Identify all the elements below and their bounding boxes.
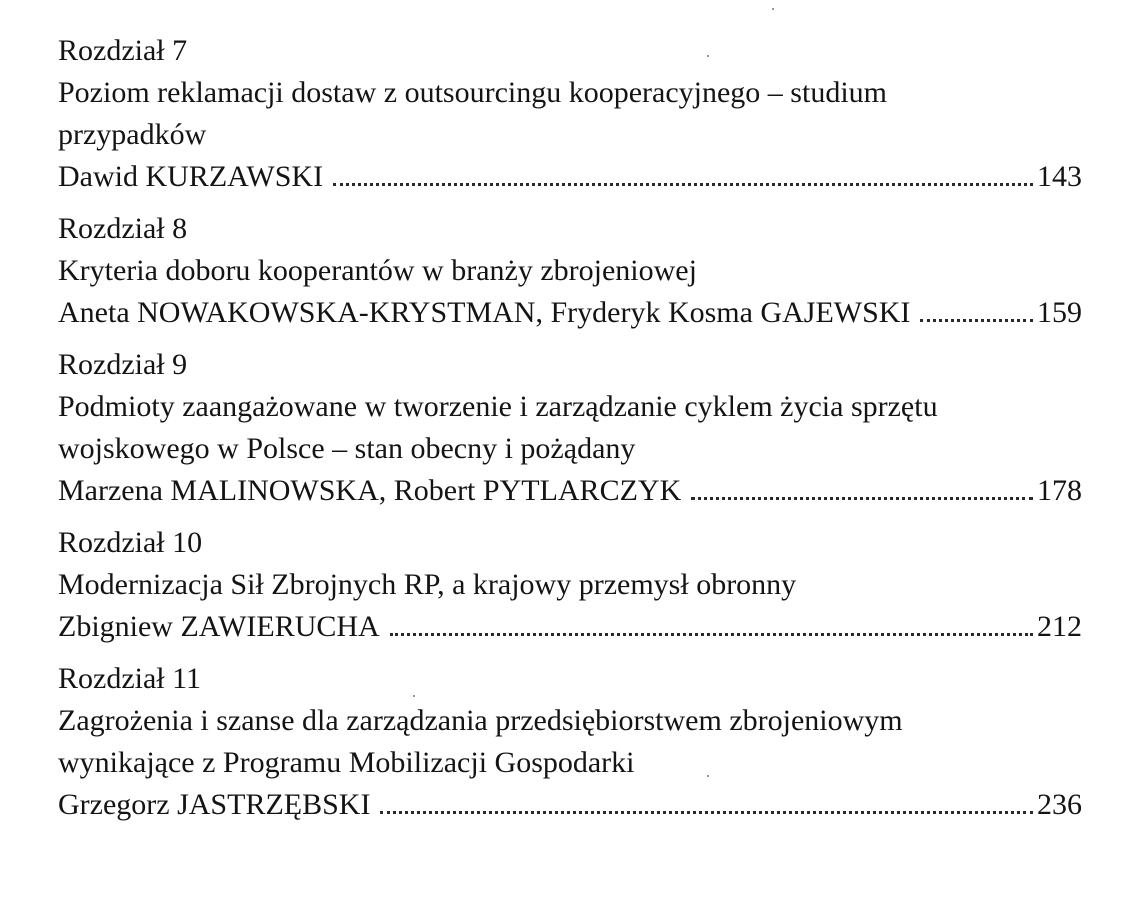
toc-entry-chapter-9: [58, 344, 1082, 512]
chapter-label: Rozdział 9: [58, 348, 188, 381]
toc-entry-chapter-10: [58, 522, 1082, 648]
chapter-title: Kryteria doboru kooperantów w branży zbrojeniowej: [58, 254, 697, 287]
chapter-title: Podmioty zaangażowane w tworzenie i zarządzanie cyklem życia sprzętu wojskowego w Polsce – stan obecny i pożądany: [58, 390, 938, 465]
chapter-authors: Marzena MALINOWSKA, Robert PYTLARCZYK: [58, 474, 682, 507]
page-number: 159: [1037, 296, 1082, 329]
toc-entry-chapter-8: [58, 208, 1082, 334]
chapter-authors: Aneta NOWAKOWSKA-KRYSTMAN, Fryderyk Kosma GAJEWSKI: [58, 296, 911, 329]
page-number: 178: [1037, 474, 1082, 507]
toc-entry-chapter-7: [58, 30, 1082, 198]
chapter-authors: Zbigniew ZAWIERUCHA: [58, 610, 380, 643]
chapter-authors: Grzegorz JASTRZĘBSKI: [58, 788, 371, 821]
author-line: [58, 156, 1082, 198]
chapter-title: Modernizacja Sił Zbrojnych RP, a krajowy przemysł obronny: [58, 568, 797, 601]
author-line: [58, 470, 1082, 512]
author-line: [58, 784, 1082, 826]
chapter-label: Rozdział 10: [58, 526, 203, 559]
dot-leader: [333, 183, 1033, 186]
author-line: [58, 292, 1082, 334]
author-line: [58, 606, 1082, 648]
dot-leader: [380, 811, 1033, 814]
chapter-title: Zagrożenia i szanse dla zarządzania przedsiębiorstwem zbrojeniowym wynikające z Programu Mobilizacji Gospodarki: [58, 704, 903, 779]
scan-speck: [413, 695, 415, 697]
page-number: 143: [1037, 160, 1082, 193]
toc-entry-chapter-11: [58, 658, 1082, 826]
chapter-title: Poziom reklamacji dostaw z outsourcingu kooperacyjnego – studium przypadków: [58, 76, 887, 151]
page-number: 212: [1037, 610, 1082, 643]
dot-leader: [390, 633, 1033, 636]
dot-leader: [920, 319, 1033, 322]
chapter-label: Rozdział 8: [58, 212, 188, 245]
chapter-label: Rozdział 11: [58, 662, 202, 695]
page-number: 236: [1037, 788, 1082, 821]
dot-leader: [691, 497, 1033, 500]
scan-speck: [707, 55, 709, 57]
chapter-label: Rozdział 7: [58, 34, 188, 67]
scan-speck: [707, 775, 709, 777]
scan-speck: [772, 8, 774, 10]
chapter-authors: Dawid KURZAWSKI: [58, 160, 324, 193]
table-of-contents: [58, 30, 1082, 836]
